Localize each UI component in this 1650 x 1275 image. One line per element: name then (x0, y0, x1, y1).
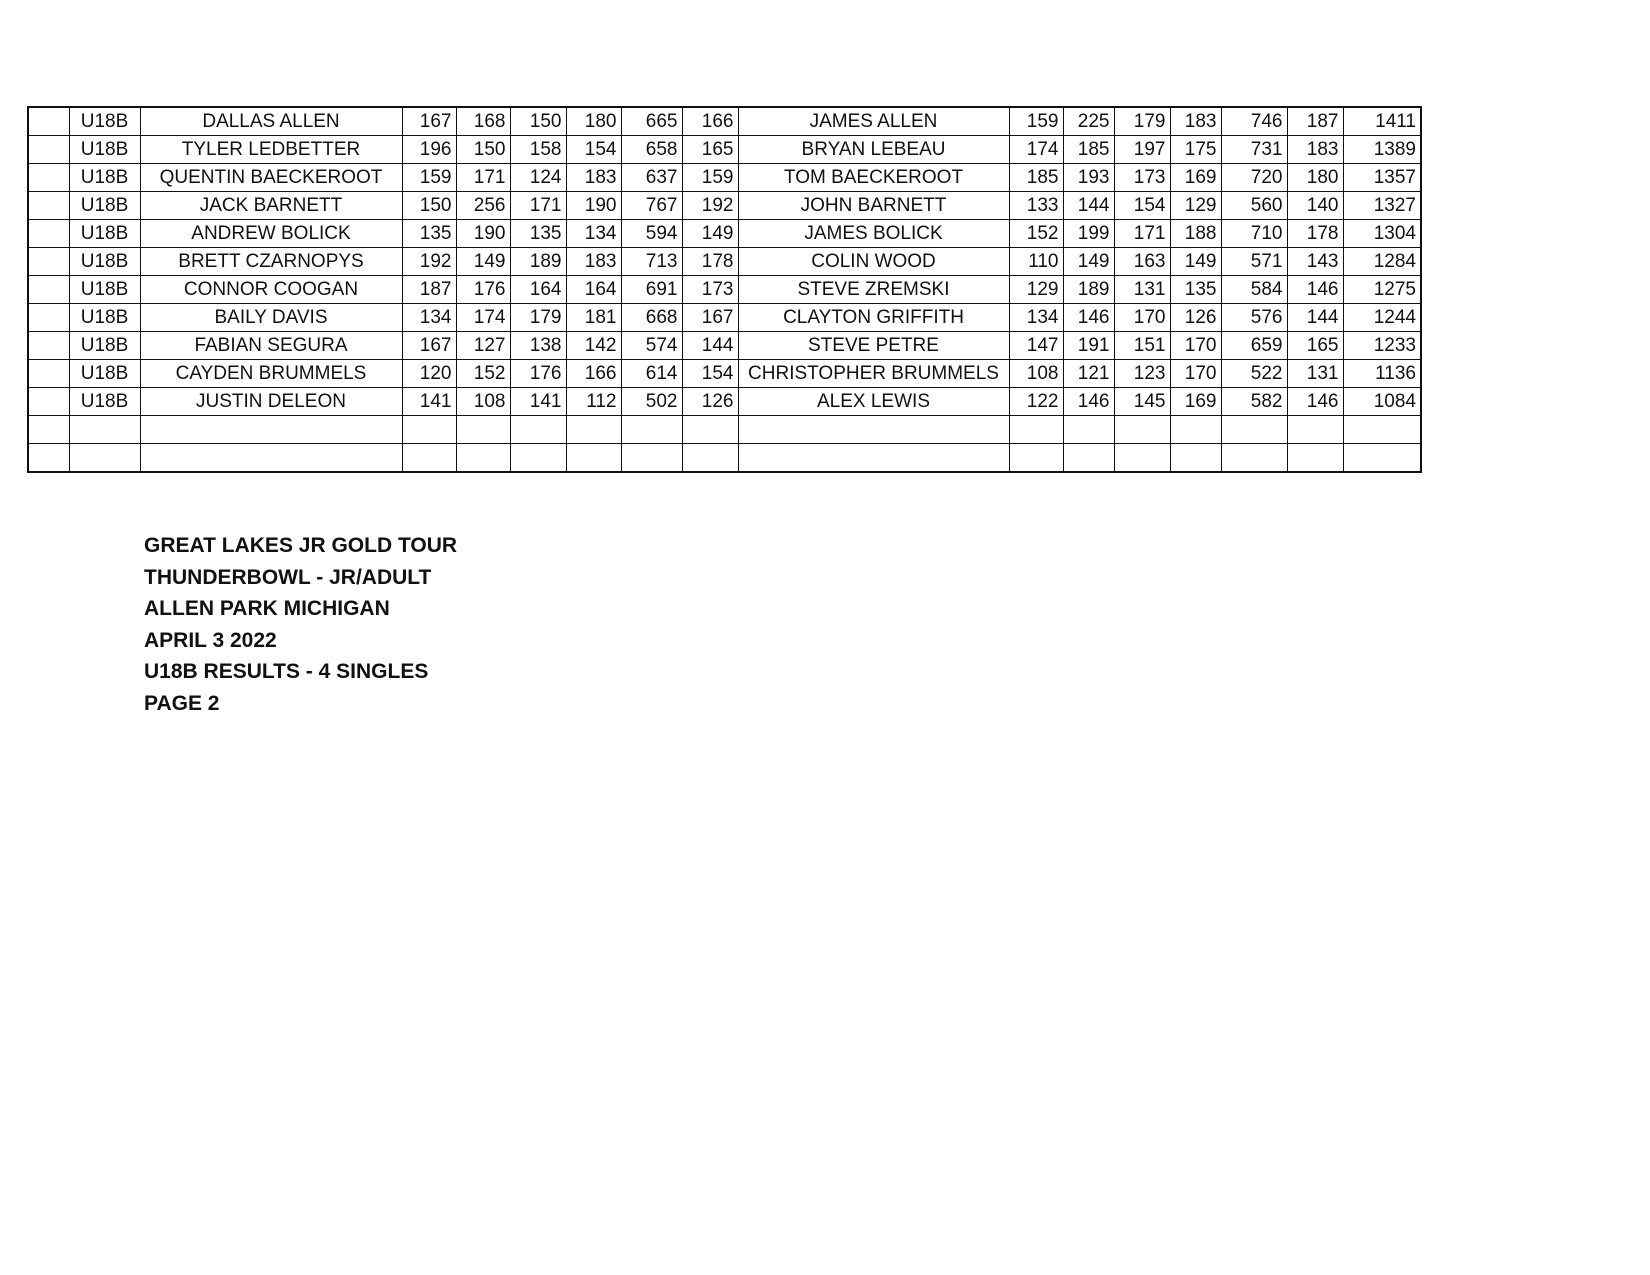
footer-tour-name: GREAT LAKES JR GOLD TOUR (144, 534, 458, 557)
adult-game-3: 179 (1114, 107, 1170, 136)
junior-total: 713 (621, 248, 682, 276)
adult-bowler-name: TOM BAECKEROOT (738, 164, 1009, 192)
adult-game-2: 121 (1063, 360, 1114, 388)
report-footer (144, 530, 457, 719)
junior-game-4: 166 (566, 360, 621, 388)
results-table (27, 106, 1422, 473)
adult-total: 584 (1221, 276, 1287, 304)
adult-bowler-name: BRYAN LEBEAU (738, 136, 1009, 164)
junior-game-1 (402, 444, 456, 473)
table-row (28, 136, 1421, 164)
rank-cell (28, 304, 69, 332)
junior-average: 167 (682, 304, 738, 332)
rank-cell (28, 136, 69, 164)
junior-bowler-name: FABIAN SEGURA (140, 332, 402, 360)
division-cell: U18B (69, 220, 140, 248)
adult-total: 710 (1221, 220, 1287, 248)
footer-results-title: U18B RESULTS - 4 SINGLES (144, 660, 429, 683)
table-row (28, 304, 1421, 332)
junior-bowler-name: JACK BARNETT (140, 192, 402, 220)
junior-total (621, 444, 682, 473)
junior-total: 614 (621, 360, 682, 388)
junior-game-2 (456, 416, 510, 444)
adult-bowler-name: JOHN BARNETT (738, 192, 1009, 220)
adult-game-3: 131 (1114, 276, 1170, 304)
team-total: 1357 (1343, 164, 1421, 192)
footer-page-number: PAGE 2 (144, 691, 220, 715)
table-row (28, 416, 1421, 444)
adult-game-3: 171 (1114, 220, 1170, 248)
junior-bowler-name: CAYDEN BRUMMELS (140, 360, 402, 388)
junior-average: 173 (682, 276, 738, 304)
junior-game-3: 171 (510, 192, 566, 220)
junior-game-3: 138 (510, 332, 566, 360)
adult-game-2: 146 (1063, 388, 1114, 416)
adult-game-2 (1063, 416, 1114, 444)
division-cell: U18B (69, 304, 140, 332)
adult-total (1221, 444, 1287, 473)
adult-game-3: 163 (1114, 248, 1170, 276)
junior-game-4: 183 (566, 248, 621, 276)
adult-average (1287, 444, 1343, 473)
footer-date: APRIL 3 2022 (144, 628, 277, 652)
junior-game-3: 141 (510, 388, 566, 416)
junior-bowler-name: QUENTIN BAECKEROOT (140, 164, 402, 192)
adult-game-2: 146 (1063, 304, 1114, 332)
adult-game-4: 149 (1170, 248, 1221, 276)
junior-average: 192 (682, 192, 738, 220)
adult-game-1: 129 (1009, 276, 1063, 304)
adult-game-3: 123 (1114, 360, 1170, 388)
results-body (28, 107, 1421, 472)
adult-game-4 (1170, 444, 1221, 473)
table-row (28, 276, 1421, 304)
table-row (28, 444, 1421, 473)
adult-game-1: 185 (1009, 164, 1063, 192)
adult-bowler-name: ALEX LEWIS (738, 388, 1009, 416)
table-row (28, 220, 1421, 248)
junior-game-1: 167 (402, 107, 456, 136)
adult-game-1: 159 (1009, 107, 1063, 136)
adult-game-4: 183 (1170, 107, 1221, 136)
division-cell: U18B (69, 107, 140, 136)
junior-game-2: 171 (456, 164, 510, 192)
adult-game-2: 189 (1063, 276, 1114, 304)
adult-average: 180 (1287, 164, 1343, 192)
division-cell (69, 416, 140, 444)
table-row (28, 107, 1421, 136)
adult-game-4: 169 (1170, 164, 1221, 192)
junior-game-1: 159 (402, 164, 456, 192)
adult-bowler-name: COLIN WOOD (738, 248, 1009, 276)
adult-game-1 (1009, 416, 1063, 444)
adult-game-3: 154 (1114, 192, 1170, 220)
rank-cell (28, 107, 69, 136)
junior-game-3: 176 (510, 360, 566, 388)
division-cell: U18B (69, 192, 140, 220)
junior-game-2: 190 (456, 220, 510, 248)
adult-average: 178 (1287, 220, 1343, 248)
adult-game-4 (1170, 416, 1221, 444)
junior-game-1: 120 (402, 360, 456, 388)
junior-game-4: 112 (566, 388, 621, 416)
junior-average: 144 (682, 332, 738, 360)
adult-game-2 (1063, 444, 1114, 473)
junior-game-2: 108 (456, 388, 510, 416)
junior-bowler-name: JUSTIN DELEON (140, 388, 402, 416)
junior-average: 154 (682, 360, 738, 388)
table-row (28, 164, 1421, 192)
adult-average: 146 (1287, 388, 1343, 416)
junior-game-1: 150 (402, 192, 456, 220)
adult-game-2: 199 (1063, 220, 1114, 248)
adult-game-4: 126 (1170, 304, 1221, 332)
adult-average: 146 (1287, 276, 1343, 304)
adult-game-2: 193 (1063, 164, 1114, 192)
adult-game-3: 145 (1114, 388, 1170, 416)
adult-total: 571 (1221, 248, 1287, 276)
junior-game-2: 152 (456, 360, 510, 388)
team-total: 1275 (1343, 276, 1421, 304)
team-total (1343, 416, 1421, 444)
junior-game-3: 179 (510, 304, 566, 332)
adult-bowler-name: STEVE PETRE (738, 332, 1009, 360)
junior-game-2: 168 (456, 107, 510, 136)
junior-game-3: 189 (510, 248, 566, 276)
junior-game-4: 183 (566, 164, 621, 192)
rank-cell (28, 192, 69, 220)
team-total: 1327 (1343, 192, 1421, 220)
junior-game-1: 192 (402, 248, 456, 276)
rank-cell (28, 248, 69, 276)
adult-game-1: 122 (1009, 388, 1063, 416)
adult-bowler-name (738, 444, 1009, 473)
rank-cell (28, 220, 69, 248)
footer-location: ALLEN PARK MICHIGAN (144, 597, 390, 620)
junior-game-3: 150 (510, 107, 566, 136)
junior-game-3 (510, 416, 566, 444)
junior-game-2 (456, 444, 510, 473)
team-total: 1389 (1343, 136, 1421, 164)
junior-game-2: 149 (456, 248, 510, 276)
junior-game-3: 124 (510, 164, 566, 192)
adult-total: 560 (1221, 192, 1287, 220)
rank-cell (28, 164, 69, 192)
adult-game-1: 108 (1009, 360, 1063, 388)
adult-bowler-name: STEVE ZREMSKI (738, 276, 1009, 304)
adult-total: 522 (1221, 360, 1287, 388)
adult-average: 183 (1287, 136, 1343, 164)
adult-game-3: 170 (1114, 304, 1170, 332)
junior-game-4: 154 (566, 136, 621, 164)
junior-total: 574 (621, 332, 682, 360)
junior-game-1: 141 (402, 388, 456, 416)
table-row (28, 248, 1421, 276)
adult-game-2: 225 (1063, 107, 1114, 136)
adult-total (1221, 416, 1287, 444)
junior-total: 658 (621, 136, 682, 164)
junior-game-2: 174 (456, 304, 510, 332)
team-total: 1084 (1343, 388, 1421, 416)
table-row (28, 388, 1421, 416)
adult-game-4: 129 (1170, 192, 1221, 220)
rank-cell (28, 416, 69, 444)
junior-total: 668 (621, 304, 682, 332)
junior-game-4: 190 (566, 192, 621, 220)
division-cell: U18B (69, 388, 140, 416)
junior-average: 178 (682, 248, 738, 276)
junior-bowler-name: TYLER LEDBETTER (140, 136, 402, 164)
junior-total: 691 (621, 276, 682, 304)
adult-game-1: 134 (1009, 304, 1063, 332)
junior-game-1: 187 (402, 276, 456, 304)
junior-total: 637 (621, 164, 682, 192)
adult-average: 144 (1287, 304, 1343, 332)
junior-average: 149 (682, 220, 738, 248)
adult-game-4: 175 (1170, 136, 1221, 164)
division-cell: U18B (69, 276, 140, 304)
junior-bowler-name: ANDREW BOLICK (140, 220, 402, 248)
rank-cell (28, 444, 69, 473)
adult-game-1: 147 (1009, 332, 1063, 360)
rank-cell (28, 388, 69, 416)
junior-game-3: 135 (510, 220, 566, 248)
junior-game-4: 142 (566, 332, 621, 360)
adult-game-4: 135 (1170, 276, 1221, 304)
adult-total: 731 (1221, 136, 1287, 164)
adult-game-4: 170 (1170, 360, 1221, 388)
junior-total: 502 (621, 388, 682, 416)
adult-game-3: 197 (1114, 136, 1170, 164)
junior-game-4: 181 (566, 304, 621, 332)
adult-total: 659 (1221, 332, 1287, 360)
table-row (28, 332, 1421, 360)
team-total: 1411 (1343, 107, 1421, 136)
division-cell: U18B (69, 248, 140, 276)
adult-total: 576 (1221, 304, 1287, 332)
adult-bowler-name: CHRISTOPHER BRUMMELS (738, 360, 1009, 388)
adult-game-2: 185 (1063, 136, 1114, 164)
adult-game-4: 170 (1170, 332, 1221, 360)
adult-game-1: 152 (1009, 220, 1063, 248)
junior-average: 165 (682, 136, 738, 164)
table-row (28, 360, 1421, 388)
adult-average: 165 (1287, 332, 1343, 360)
adult-game-1: 110 (1009, 248, 1063, 276)
junior-total: 594 (621, 220, 682, 248)
team-total: 1284 (1343, 248, 1421, 276)
adult-total: 746 (1221, 107, 1287, 136)
junior-game-1: 196 (402, 136, 456, 164)
footer-center-name: THUNDERBOWL - JR/ADULT (144, 565, 432, 589)
rank-cell (28, 360, 69, 388)
junior-game-1: 167 (402, 332, 456, 360)
team-total: 1136 (1343, 360, 1421, 388)
junior-average: 126 (682, 388, 738, 416)
junior-game-1: 134 (402, 304, 456, 332)
junior-bowler-name: BRETT CZARNOPYS (140, 248, 402, 276)
adult-total: 582 (1221, 388, 1287, 416)
team-total (1343, 444, 1421, 473)
adult-average: 131 (1287, 360, 1343, 388)
junior-game-2: 176 (456, 276, 510, 304)
adult-bowler-name: JAMES BOLICK (738, 220, 1009, 248)
junior-game-4 (566, 444, 621, 473)
adult-game-2: 149 (1063, 248, 1114, 276)
adult-game-3: 151 (1114, 332, 1170, 360)
adult-average: 187 (1287, 107, 1343, 136)
junior-bowler-name (140, 444, 402, 473)
junior-bowler-name: DALLAS ALLEN (140, 107, 402, 136)
adult-game-4: 188 (1170, 220, 1221, 248)
division-cell: U18B (69, 332, 140, 360)
adult-average: 140 (1287, 192, 1343, 220)
division-cell (69, 444, 140, 473)
adult-game-2: 191 (1063, 332, 1114, 360)
adult-average (1287, 416, 1343, 444)
rank-cell (28, 332, 69, 360)
adult-game-3 (1114, 416, 1170, 444)
team-total: 1304 (1343, 220, 1421, 248)
adult-game-2: 144 (1063, 192, 1114, 220)
junior-game-1: 135 (402, 220, 456, 248)
junior-game-1 (402, 416, 456, 444)
junior-game-4: 134 (566, 220, 621, 248)
adult-game-1: 174 (1009, 136, 1063, 164)
junior-game-3: 158 (510, 136, 566, 164)
junior-game-2: 150 (456, 136, 510, 164)
adult-total: 720 (1221, 164, 1287, 192)
junior-average: 166 (682, 107, 738, 136)
division-cell: U18B (69, 164, 140, 192)
adult-bowler-name (738, 416, 1009, 444)
adult-average: 143 (1287, 248, 1343, 276)
junior-average (682, 416, 738, 444)
division-cell: U18B (69, 136, 140, 164)
junior-total: 767 (621, 192, 682, 220)
junior-bowler-name: BAILY DAVIS (140, 304, 402, 332)
junior-bowler-name: CONNOR COOGAN (140, 276, 402, 304)
junior-average: 159 (682, 164, 738, 192)
adult-bowler-name: CLAYTON GRIFFITH (738, 304, 1009, 332)
adult-game-3: 173 (1114, 164, 1170, 192)
adult-game-4: 169 (1170, 388, 1221, 416)
junior-total: 665 (621, 107, 682, 136)
junior-game-4 (566, 416, 621, 444)
junior-game-4: 164 (566, 276, 621, 304)
junior-game-2: 127 (456, 332, 510, 360)
adult-game-1: 133 (1009, 192, 1063, 220)
junior-game-3 (510, 444, 566, 473)
junior-bowler-name (140, 416, 402, 444)
junior-game-4: 180 (566, 107, 621, 136)
adult-bowler-name: JAMES ALLEN (738, 107, 1009, 136)
junior-game-2: 256 (456, 192, 510, 220)
rank-cell (28, 276, 69, 304)
division-cell: U18B (69, 360, 140, 388)
junior-average (682, 444, 738, 473)
team-total: 1233 (1343, 332, 1421, 360)
junior-total (621, 416, 682, 444)
adult-game-1 (1009, 444, 1063, 473)
table-row (28, 192, 1421, 220)
adult-game-3 (1114, 444, 1170, 473)
team-total: 1244 (1343, 304, 1421, 332)
junior-game-3: 164 (510, 276, 566, 304)
